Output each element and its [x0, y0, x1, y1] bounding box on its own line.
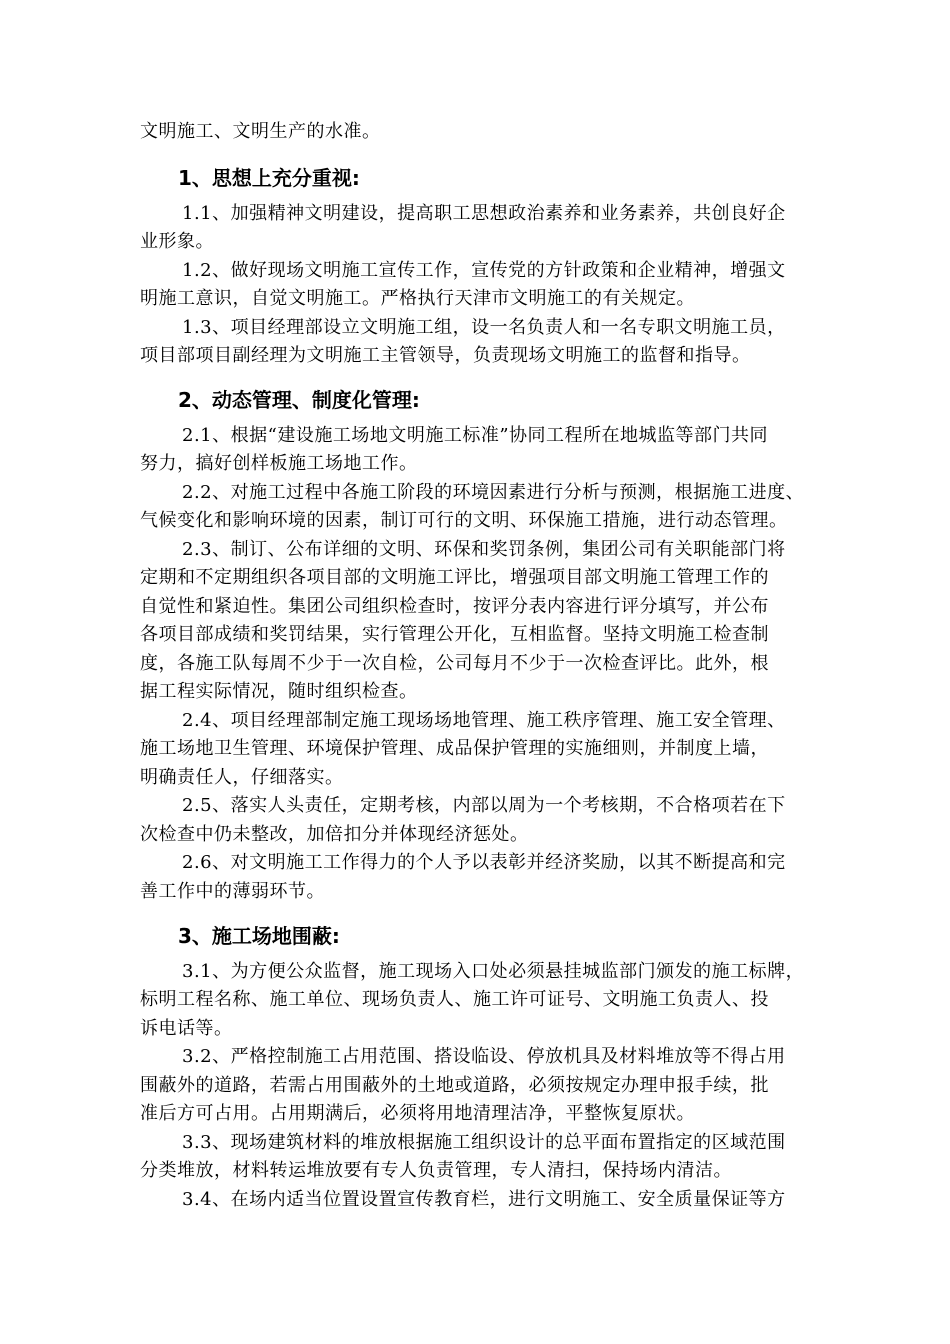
paragraph-line: 各项目部成绩和奖罚结果，实行管理公开化，互相监督。坚持文明施工检查制	[140, 624, 769, 645]
paragraph-line: 定期和不定期组织各项目部的文明施工评比，增强项目部文明施工管理工作的	[140, 567, 769, 588]
paragraph-line: 2.4、项目经理部制定施工现场场地管理、施工秩序管理、施工安全管理、	[182, 710, 786, 731]
paragraph-line: 2.6、对文明施工工作得力的个人予以表彰并经济奖励，以其不断提高和完	[182, 852, 786, 873]
paragraph-line: 诉电话等。	[140, 1018, 233, 1039]
paragraph-line: 1.2、做好现场文明施工宣传工作，宣传党的方针政策和企业精神，增强文	[182, 260, 786, 281]
intro-line: 文明施工、文明生产的水准。	[140, 121, 381, 142]
paragraph-line: 度，各施工队每周不少于一次自检，公司每月不少于一次检查评比。此外，根	[140, 653, 769, 674]
paragraph-line: 1.3、项目经理部设立文明施工组，设一名负责人和一名专职文明施工员，	[182, 317, 786, 338]
paragraph-line: 次检查中仍未整改，加倍扣分并体现经济惩处。	[140, 824, 529, 845]
paragraph-line: 3.4、在场内适当位置设置宣传教育栏，进行文明施工、安全质量保证等方	[182, 1189, 786, 1210]
paragraph-line: 3.3、现场建筑材料的堆放根据施工组织设计的总平面布置指定的区域范围	[182, 1132, 786, 1153]
section-2-heading: 2、动态管理、制度化管理:	[178, 388, 420, 412]
paragraph-line: 2.1、根据“建设施工场地文明施工标准”协同工程所在地城监等部门共同	[182, 425, 769, 446]
paragraph-line: 准后方可占用。占用期满后，必须将用地清理洁净，平整恢复原状。	[140, 1103, 695, 1124]
paragraph-line: 3.2、严格控制施工占用范围、搭设临设、停放机具及材料堆放等不得占用	[182, 1046, 786, 1067]
section-3-heading: 3、施工场地围蔽:	[178, 924, 340, 948]
paragraph-line: 标明工程名称、施工单位、现场负责人、施工许可证号、文明施工负责人、投	[140, 989, 769, 1010]
paragraph-line: 2.2、对施工过程中各施工阶段的环境因素进行分析与预测，根据施工进度、	[182, 482, 805, 503]
paragraph-line: 努力，搞好创样板施工场地工作。	[140, 453, 418, 474]
paragraph-line: 施工场地卫生管理、环境保护管理、成品保护管理的实施细则，并制度上墙，	[140, 738, 769, 759]
paragraph-line: 3.1、为方便公众监督，施工现场入口处必须悬挂城监部门颁发的施工标牌，	[182, 961, 805, 982]
paragraph-line: 围蔽外的道路，若需占用围蔽外的土地或道路，必须按规定办理申报手续，批	[140, 1075, 769, 1096]
section-1-heading: 1、思想上充分重视:	[178, 166, 360, 190]
paragraph-line: 气候变化和影响环境的因素，制订可行的文明、环保施工措施，进行动态管理。	[140, 510, 788, 531]
paragraph-line: 据工程实际情况，随时组织检查。	[140, 681, 418, 702]
paragraph-line: 项目部项目副经理为文明施工主管领导，负责现场文明施工的监督和指导。	[140, 345, 751, 366]
paragraph-line: 善工作中的薄弱环节。	[140, 881, 325, 902]
paragraph-line: 2.5、落实人头责任，定期考核，内部以周为一个考核期，不合格项若在下	[182, 795, 786, 816]
paragraph-line: 2.3、制订、公布详细的文明、环保和奖罚条例，集团公司有关职能部门将	[182, 539, 786, 560]
paragraph-line: 业形象。	[140, 231, 214, 252]
paragraph-line: 明施工意识，自觉文明施工。严格执行天津市文明施工的有关规定。	[140, 288, 695, 309]
paragraph-line: 分类堆放，材料转运堆放要有专人负责管理，专人清扫，保持场内清洁。	[140, 1160, 732, 1181]
paragraph-line: 明确责任人，仔细落实。	[140, 767, 344, 788]
paragraph-line: 1.1、加强精神文明建设，提高职工思想政治素养和业务素养，共创良好企	[182, 203, 786, 224]
paragraph-line: 自觉性和紧迫性。集团公司组织检查时，按评分表内容进行评分填写，并公布	[140, 596, 769, 617]
